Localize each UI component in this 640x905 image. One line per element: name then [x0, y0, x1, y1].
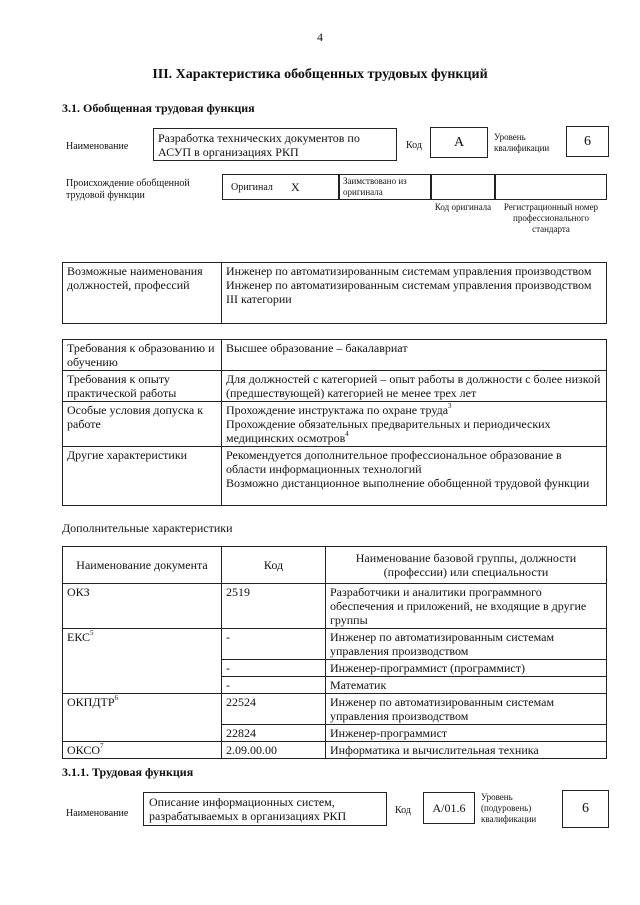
table-row	[63, 584, 607, 629]
gtf-level-value: 6	[584, 133, 591, 149]
code-cell: 2519	[222, 584, 326, 629]
tf-name-box	[143, 792, 387, 826]
tf-level-value: 6	[582, 801, 589, 816]
tf-code-value: A/01.6	[432, 801, 466, 815]
name-cell: Инженер по автоматизированным системам управления производством	[326, 694, 607, 725]
code-cell: 22824	[222, 725, 326, 742]
doc-cell: ОКПДТР$^6$	[63, 694, 222, 742]
doc-cell: ЕКС$^5$	[63, 629, 222, 694]
gtf-name-label: Наименование	[66, 141, 129, 152]
col-header: Наименование документа	[63, 547, 222, 584]
req-value-cell	[222, 447, 607, 506]
origin-label: Происхождение обобщенной трудовой функции	[66, 178, 190, 201]
code-cell: 22524	[222, 694, 326, 725]
reg-number-cell	[495, 174, 607, 200]
positions-cell	[222, 263, 607, 324]
doc-cell: ОКСО$^7$	[63, 742, 222, 759]
footnote-ref: 4	[345, 430, 349, 438]
position-item: Инженер по автоматизированным системам управления производством III категории	[226, 278, 592, 306]
reg-number-label: Регистрационный номер профессионального стандарта	[503, 202, 599, 234]
tf-name-label: Наименование	[66, 808, 129, 819]
table-row	[63, 694, 607, 725]
name-cell: Математик	[326, 677, 607, 694]
requirements-table	[62, 339, 607, 506]
req-line: Возможно дистанционное выполнение обобщенной трудовой функции	[226, 476, 590, 490]
gtf-level-label: Уровень квалификации	[494, 132, 550, 153]
req-line: Прохождение инструктажа по охране труда	[226, 403, 449, 417]
req-label: Другие характеристики	[63, 447, 222, 506]
col-header: Наименование базовой группы, должности (профессии) или специальности	[326, 547, 607, 584]
table-row	[63, 629, 607, 660]
tf-code-label: Код	[395, 805, 411, 816]
footnote-ref: 6	[114, 694, 119, 702]
gtf-name-value: Разработка технических документов по АСУП в организациях РКП	[158, 131, 360, 159]
req-line: Прохождение обязательных предварительных и периодических медицинских осмотров	[226, 417, 551, 445]
req-label: Особые условия допуска к работе	[63, 402, 222, 447]
original-mark: X	[291, 180, 300, 194]
code-cell: -	[222, 629, 326, 660]
gtf-level-box	[566, 126, 609, 157]
tf-heading: 3.1.1. Трудовая функция	[62, 765, 194, 779]
additional-table	[62, 546, 607, 759]
code-original-cell	[431, 174, 495, 200]
gtf-heading: 3.1. Обобщенная трудовая функция	[62, 101, 255, 115]
name-cell: Инженер по автоматизированным системам управления производством	[326, 629, 607, 660]
tf-level-label: Уровень (подуровень) квалификации	[481, 792, 537, 824]
gtf-code-label: Код	[406, 140, 422, 151]
gtf-code-value: A	[453, 134, 465, 150]
footnote-ref: 3	[448, 402, 452, 410]
gtf-name-box	[153, 128, 397, 161]
req-label: Требования к образованию и обучению	[63, 340, 222, 371]
tf-code-box	[423, 792, 475, 824]
positions-table	[62, 262, 607, 324]
name-cell: Информатика и вычислительная техника	[326, 742, 607, 759]
borrowed-cell	[339, 174, 431, 200]
tf-level-box	[562, 790, 609, 828]
code-cell: -	[222, 677, 326, 694]
code-original-label: Код оригинала	[434, 202, 492, 212]
req-value-cell	[222, 402, 607, 447]
section-title: III. Характеристика обобщенных трудовых функций	[152, 67, 488, 82]
req-row-admission	[63, 402, 607, 447]
code-cell: -	[222, 660, 326, 677]
req-value: Для должностей с категорией – опыт работы в должности с более низкой (предшествующей) категорией не менее трех лет	[222, 371, 607, 402]
borrowed-label: Заимствовано из оригинала	[343, 176, 407, 197]
name-cell: Разработчики и аналитики программного обеспечения и приложений, не входящие в другие группы	[326, 584, 607, 629]
req-row-education	[63, 340, 607, 371]
name-cell: Инженер-программист (программист)	[326, 660, 607, 677]
table-row	[63, 742, 607, 759]
positions-label: Возможные наименования должностей, профессий	[63, 263, 222, 324]
req-row-other	[63, 447, 607, 506]
doc-cell: ОКЗ	[63, 584, 222, 629]
tf-name-value: Описание информационных систем, разрабатываемых в организациях РКП	[149, 795, 347, 823]
gtf-code-box	[430, 127, 488, 158]
original-cell	[222, 174, 339, 200]
page-number: 4	[317, 30, 323, 44]
footnote-ref: 7	[100, 742, 104, 750]
footnote-ref: 5	[90, 629, 94, 637]
req-value: Высшее образование – бакалавриат	[222, 340, 607, 371]
table-header-row	[63, 547, 607, 584]
position-item: Инженер по автоматизированным системам управления производством	[226, 264, 592, 278]
additional-heading: Дополнительные характеристики	[62, 521, 233, 535]
col-header: Код	[222, 547, 326, 584]
name-cell: Инженер-программист	[326, 725, 607, 742]
req-row-experience	[63, 371, 607, 402]
original-label: Оригинал	[231, 182, 273, 193]
req-line: Рекомендуется дополнительное профессиональное образование в области информационных технологий	[226, 448, 562, 476]
code-cell: 2.09.00.00	[222, 742, 326, 759]
req-label: Требования к опыту практической работы	[63, 371, 222, 402]
